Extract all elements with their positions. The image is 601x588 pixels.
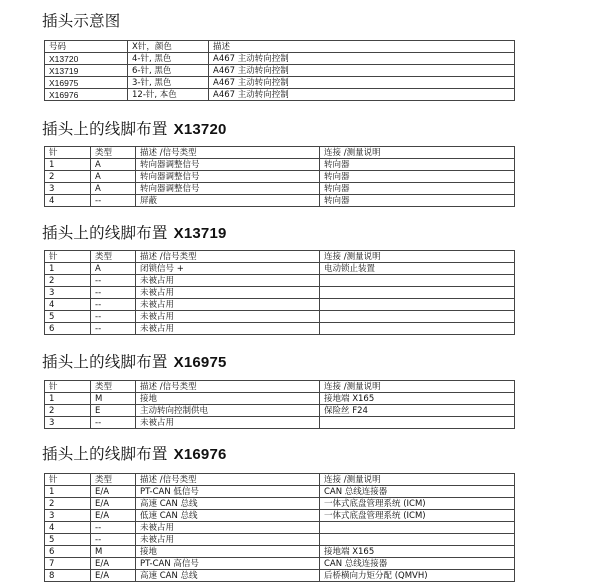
cell-type: A — [91, 263, 136, 275]
cell-type: -- — [91, 522, 136, 534]
cell-pin: 1 — [45, 486, 91, 498]
header-pin: 针 — [45, 251, 91, 263]
table-row — [45, 522, 515, 534]
cell-type: -- — [91, 534, 136, 546]
table-header-row — [45, 381, 515, 393]
cell-type: -- — [91, 311, 136, 323]
cell-connection: 转向器 — [320, 159, 515, 171]
header-signal: 描述 /信号类型 — [136, 474, 320, 486]
table-row — [45, 558, 515, 570]
cell-signal: 接地 — [136, 546, 320, 558]
section-title-x16975 — [42, 353, 227, 372]
cell-connection: 电动锁止装置 — [320, 263, 515, 275]
table-row — [45, 510, 515, 522]
header-cell: 号码 — [45, 41, 128, 53]
cell-number: X16976 — [45, 89, 128, 101]
cell-signal: 未被占用 — [136, 275, 320, 287]
cell-signal: 转向器调整信号 — [136, 183, 320, 195]
table-row — [45, 65, 515, 77]
cell-description: A467 主动转向控制 — [209, 89, 515, 101]
cell-signal: 转向器调整信号 — [136, 159, 320, 171]
header-pin: 针 — [45, 474, 91, 486]
cell-type: E/A — [91, 486, 136, 498]
table-header-row — [45, 147, 515, 159]
cell-pin: 2 — [45, 405, 91, 417]
header-pin: 针 — [45, 381, 91, 393]
header-type: 类型 — [91, 381, 136, 393]
header-cell: 描述 — [209, 41, 515, 53]
cell-connection — [320, 299, 515, 311]
table-row — [45, 183, 515, 195]
cell-description: A467 主动转向控制 — [209, 77, 515, 89]
table-header-row — [45, 474, 515, 486]
cell-connection: CAN 总线连接器 — [320, 558, 515, 570]
cell-description: A467 主动转向控制 — [209, 65, 515, 77]
cell-pin: 3 — [45, 510, 91, 522]
cell-connection: 接地端 X165 — [320, 393, 515, 405]
header-connection: 连接 /测量说明 — [320, 381, 515, 393]
cell-pins-color: 6-针, 黑色 — [128, 65, 209, 77]
header-signal: 描述 /信号类型 — [136, 381, 320, 393]
cell-pin: 3 — [45, 287, 91, 299]
cell-signal: 主动转向控制供电 — [136, 405, 320, 417]
header-connection: 连接 /测量说明 — [320, 147, 515, 159]
cell-description: A467 主动转向控制 — [209, 53, 515, 65]
cell-signal: 高速 CAN 总线 — [136, 498, 320, 510]
cell-pin: 5 — [45, 534, 91, 546]
table-header-row — [45, 41, 515, 53]
cell-connection: 保险丝 F24 — [320, 405, 515, 417]
cell-type: E/A — [91, 558, 136, 570]
overview-title-text: 插头示意图 — [42, 12, 121, 30]
cell-signal: 未被占用 — [136, 534, 320, 546]
header-type: 类型 — [91, 474, 136, 486]
cell-pin: 4 — [45, 522, 91, 534]
header-type: 类型 — [91, 147, 136, 159]
cell-signal: 未被占用 — [136, 311, 320, 323]
cell-connection: 转向器 — [320, 195, 515, 207]
cell-signal: 未被占用 — [136, 287, 320, 299]
cell-pin: 4 — [45, 195, 91, 207]
table-row — [45, 275, 515, 287]
table-row — [45, 311, 515, 323]
cell-signal: PT-CAN 高信号 — [136, 558, 320, 570]
table-row — [45, 486, 515, 498]
cell-signal: 未被占用 — [136, 522, 320, 534]
cell-connection: 转向器 — [320, 183, 515, 195]
header-connection: 连接 /测量说明 — [320, 474, 515, 486]
header-connection: 连接 /测量说明 — [320, 251, 515, 263]
cell-type: A — [91, 159, 136, 171]
cell-type: -- — [91, 417, 136, 429]
section-title-x13720 — [42, 120, 227, 139]
cell-signal: 屏蔽 — [136, 195, 320, 207]
cell-connection — [320, 534, 515, 546]
table-row — [45, 405, 515, 417]
table-header-row — [45, 251, 515, 263]
pin-table-x16975 — [44, 380, 515, 429]
cell-type: A — [91, 171, 136, 183]
cell-type: E — [91, 405, 136, 417]
cell-pins-color: 3-针, 黑色 — [128, 77, 209, 89]
cell-type: E/A — [91, 570, 136, 582]
table-row — [45, 287, 515, 299]
cell-pin: 4 — [45, 299, 91, 311]
cell-pins-color: 12-针, 本色 — [128, 89, 209, 101]
cell-pin: 8 — [45, 570, 91, 582]
cell-pin: 6 — [45, 323, 91, 335]
cell-pin: 3 — [45, 183, 91, 195]
overview-title — [42, 12, 121, 30]
cell-type: -- — [91, 323, 136, 335]
cell-connection: 后桥横向力矩分配 (QMVH) — [320, 570, 515, 582]
cell-pin: 1 — [45, 159, 91, 171]
cell-type: M — [91, 393, 136, 405]
header-signal: 描述 /信号类型 — [136, 251, 320, 263]
table-row — [45, 53, 515, 65]
table-row — [45, 498, 515, 510]
cell-connection: 一体式底盘管理系统 (ICM) — [320, 510, 515, 522]
cell-number: X13720 — [45, 53, 128, 65]
table-row — [45, 195, 515, 207]
table-row — [45, 299, 515, 311]
table-row — [45, 263, 515, 275]
cell-type: A — [91, 183, 136, 195]
cell-pin: 2 — [45, 498, 91, 510]
cell-signal: 高速 CAN 总线 — [136, 570, 320, 582]
cell-signal: 闭锁信号 + — [136, 263, 320, 275]
header-cell: X针，颜色 — [128, 41, 209, 53]
connector-code: X13720 — [173, 121, 227, 138]
table-row — [45, 323, 515, 335]
cell-signal: 未被占用 — [136, 323, 320, 335]
cell-number: X13719 — [45, 65, 128, 77]
table-row — [45, 89, 515, 101]
cell-type: M — [91, 546, 136, 558]
pin-table-x13719 — [44, 250, 515, 335]
cell-connection — [320, 275, 515, 287]
cell-signal: 接地 — [136, 393, 320, 405]
pin-table-x13720 — [44, 146, 515, 207]
cell-connection — [320, 522, 515, 534]
table-row — [45, 534, 515, 546]
connector-code: X16975 — [173, 354, 227, 371]
table-row — [45, 546, 515, 558]
cell-connection: CAN 总线连接器 — [320, 486, 515, 498]
section-title-text: 插头上的线脚布置 — [42, 445, 168, 463]
table-row — [45, 570, 515, 582]
cell-connection — [320, 323, 515, 335]
cell-pins-color: 4-针, 黑色 — [128, 53, 209, 65]
cell-type: -- — [91, 275, 136, 287]
cell-pin: 2 — [45, 171, 91, 183]
header-signal: 描述 /信号类型 — [136, 147, 320, 159]
section-title-text: 插头上的线脚布置 — [42, 120, 168, 138]
cell-pin: 5 — [45, 311, 91, 323]
cell-pin: 6 — [45, 546, 91, 558]
cell-pin: 7 — [45, 558, 91, 570]
cell-type: E/A — [91, 510, 136, 522]
section-title-text: 插头上的线脚布置 — [42, 353, 168, 371]
cell-connection — [320, 417, 515, 429]
table-row — [45, 159, 515, 171]
section-title-x13719 — [42, 224, 227, 243]
table-row — [45, 77, 515, 89]
cell-connection — [320, 287, 515, 299]
pin-table-x16976 — [44, 473, 515, 582]
cell-connection: 转向器 — [320, 171, 515, 183]
cell-signal: 未被占用 — [136, 299, 320, 311]
cell-connection — [320, 311, 515, 323]
connector-code: X13719 — [173, 225, 227, 242]
cell-type: -- — [91, 299, 136, 311]
cell-signal: 低速 CAN 总线 — [136, 510, 320, 522]
cell-signal: 未被占用 — [136, 417, 320, 429]
header-pin: 针 — [45, 147, 91, 159]
cell-pin: 1 — [45, 263, 91, 275]
table-row — [45, 393, 515, 405]
table-row — [45, 417, 515, 429]
overview-table — [44, 40, 515, 101]
cell-pin: 2 — [45, 275, 91, 287]
cell-type: -- — [91, 195, 136, 207]
cell-type: E/A — [91, 498, 136, 510]
section-title-x16976 — [42, 445, 227, 464]
cell-connection: 接地端 X165 — [320, 546, 515, 558]
cell-pin: 1 — [45, 393, 91, 405]
cell-signal: PT-CAN 低信号 — [136, 486, 320, 498]
header-type: 类型 — [91, 251, 136, 263]
cell-number: X16975 — [45, 77, 128, 89]
section-title-text: 插头上的线脚布置 — [42, 224, 168, 242]
table-row — [45, 171, 515, 183]
cell-pin: 3 — [45, 417, 91, 429]
connector-code: X16976 — [173, 446, 227, 463]
cell-connection: 一体式底盘管理系统 (ICM) — [320, 498, 515, 510]
cell-signal: 转向器调整信号 — [136, 171, 320, 183]
cell-type: -- — [91, 287, 136, 299]
